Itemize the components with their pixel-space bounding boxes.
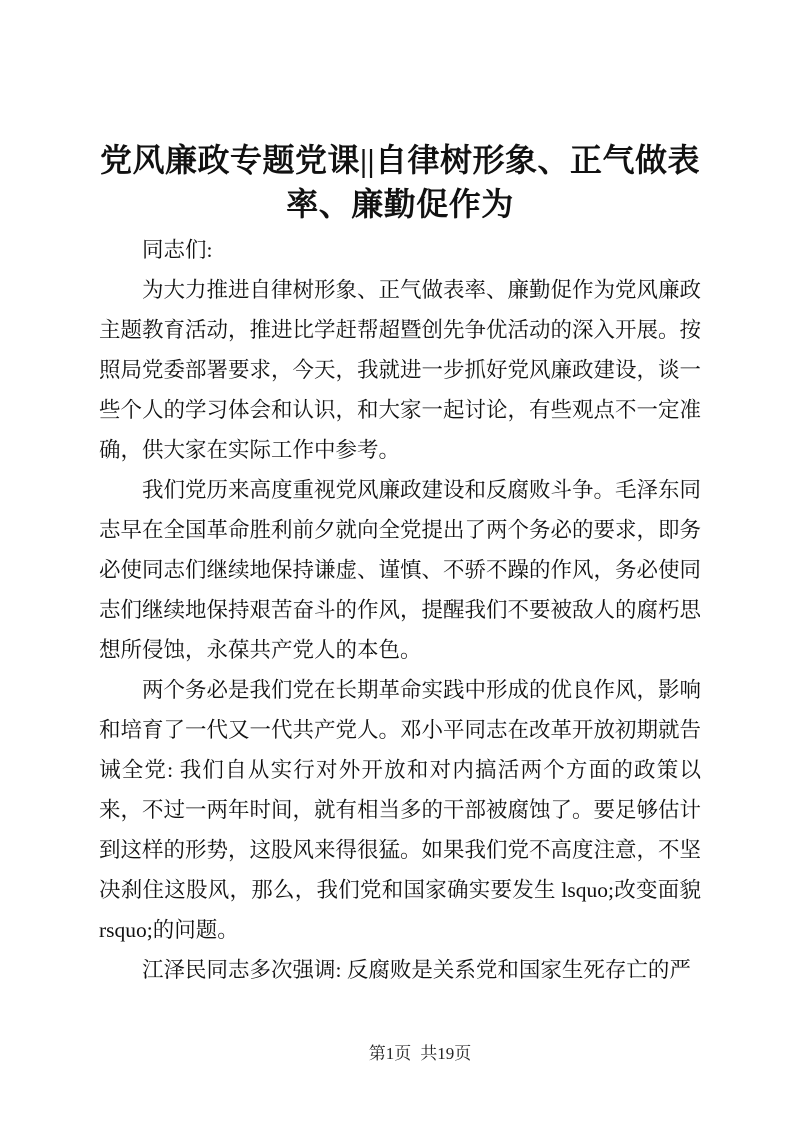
page-number-current: 第1页 (368, 1044, 412, 1063)
paragraph: 我们党历来高度重视党风廉政建设和反腐败斗争。毛泽东同志早在全国革命胜利前夕就向全党提出了两个务必的要求，即务必使同志们继续地保持谦虚、谨慎、不骄不躁的作风，务必使同志们继续地保持艰苦奋斗的作风，提醒我们不要被敌人的腐朽思想所侵蚀，永葆共产党人的本色。 (99, 478, 702, 662)
paragraph: 江泽民同志多次强调: 反腐败是关系党和国家生死存亡的严 (142, 958, 691, 982)
document-title: 党风廉政专题党课||自律树形象、正气做表率、廉勤促作为 (99, 142, 701, 222)
paragraph: 为大力推进自律树形象、正气做表率、廉勤促作为党风廉政主题教育活动，推进比学赶帮超暨创先争优活动的深入开展。按照局党委部署要求，今天，我就进一步抓好党风廉政建设，谈一些个人的学习体会和认识，和大家一起讨论，有些观点不一定准确，供大家在实际工作中参考。 (99, 278, 702, 462)
document-body (99, 230, 701, 990)
paragraph: 同志们: (142, 238, 213, 262)
page-footer (20, 1043, 800, 1065)
page-number-total: 共19页 (420, 1044, 472, 1063)
paragraph: 两个务必是我们党在长期革命实践中形成的优良作风，影响和培育了一代又一代共产党人。邓小平同志在改革开放初期就告诫全党: 我们自从实行对外开放和对内搞活两个方面的政策以来，不过一两年时间，就有相当多的干部被腐蚀了。要足够估计到这样的形势，这股风来得很猛。如果我们党不高度注意，不坚决刹住这股风，那么，我们党和国家确实要发生 lsquo;改变面貌 rsquo;的问题。 (99, 678, 702, 942)
